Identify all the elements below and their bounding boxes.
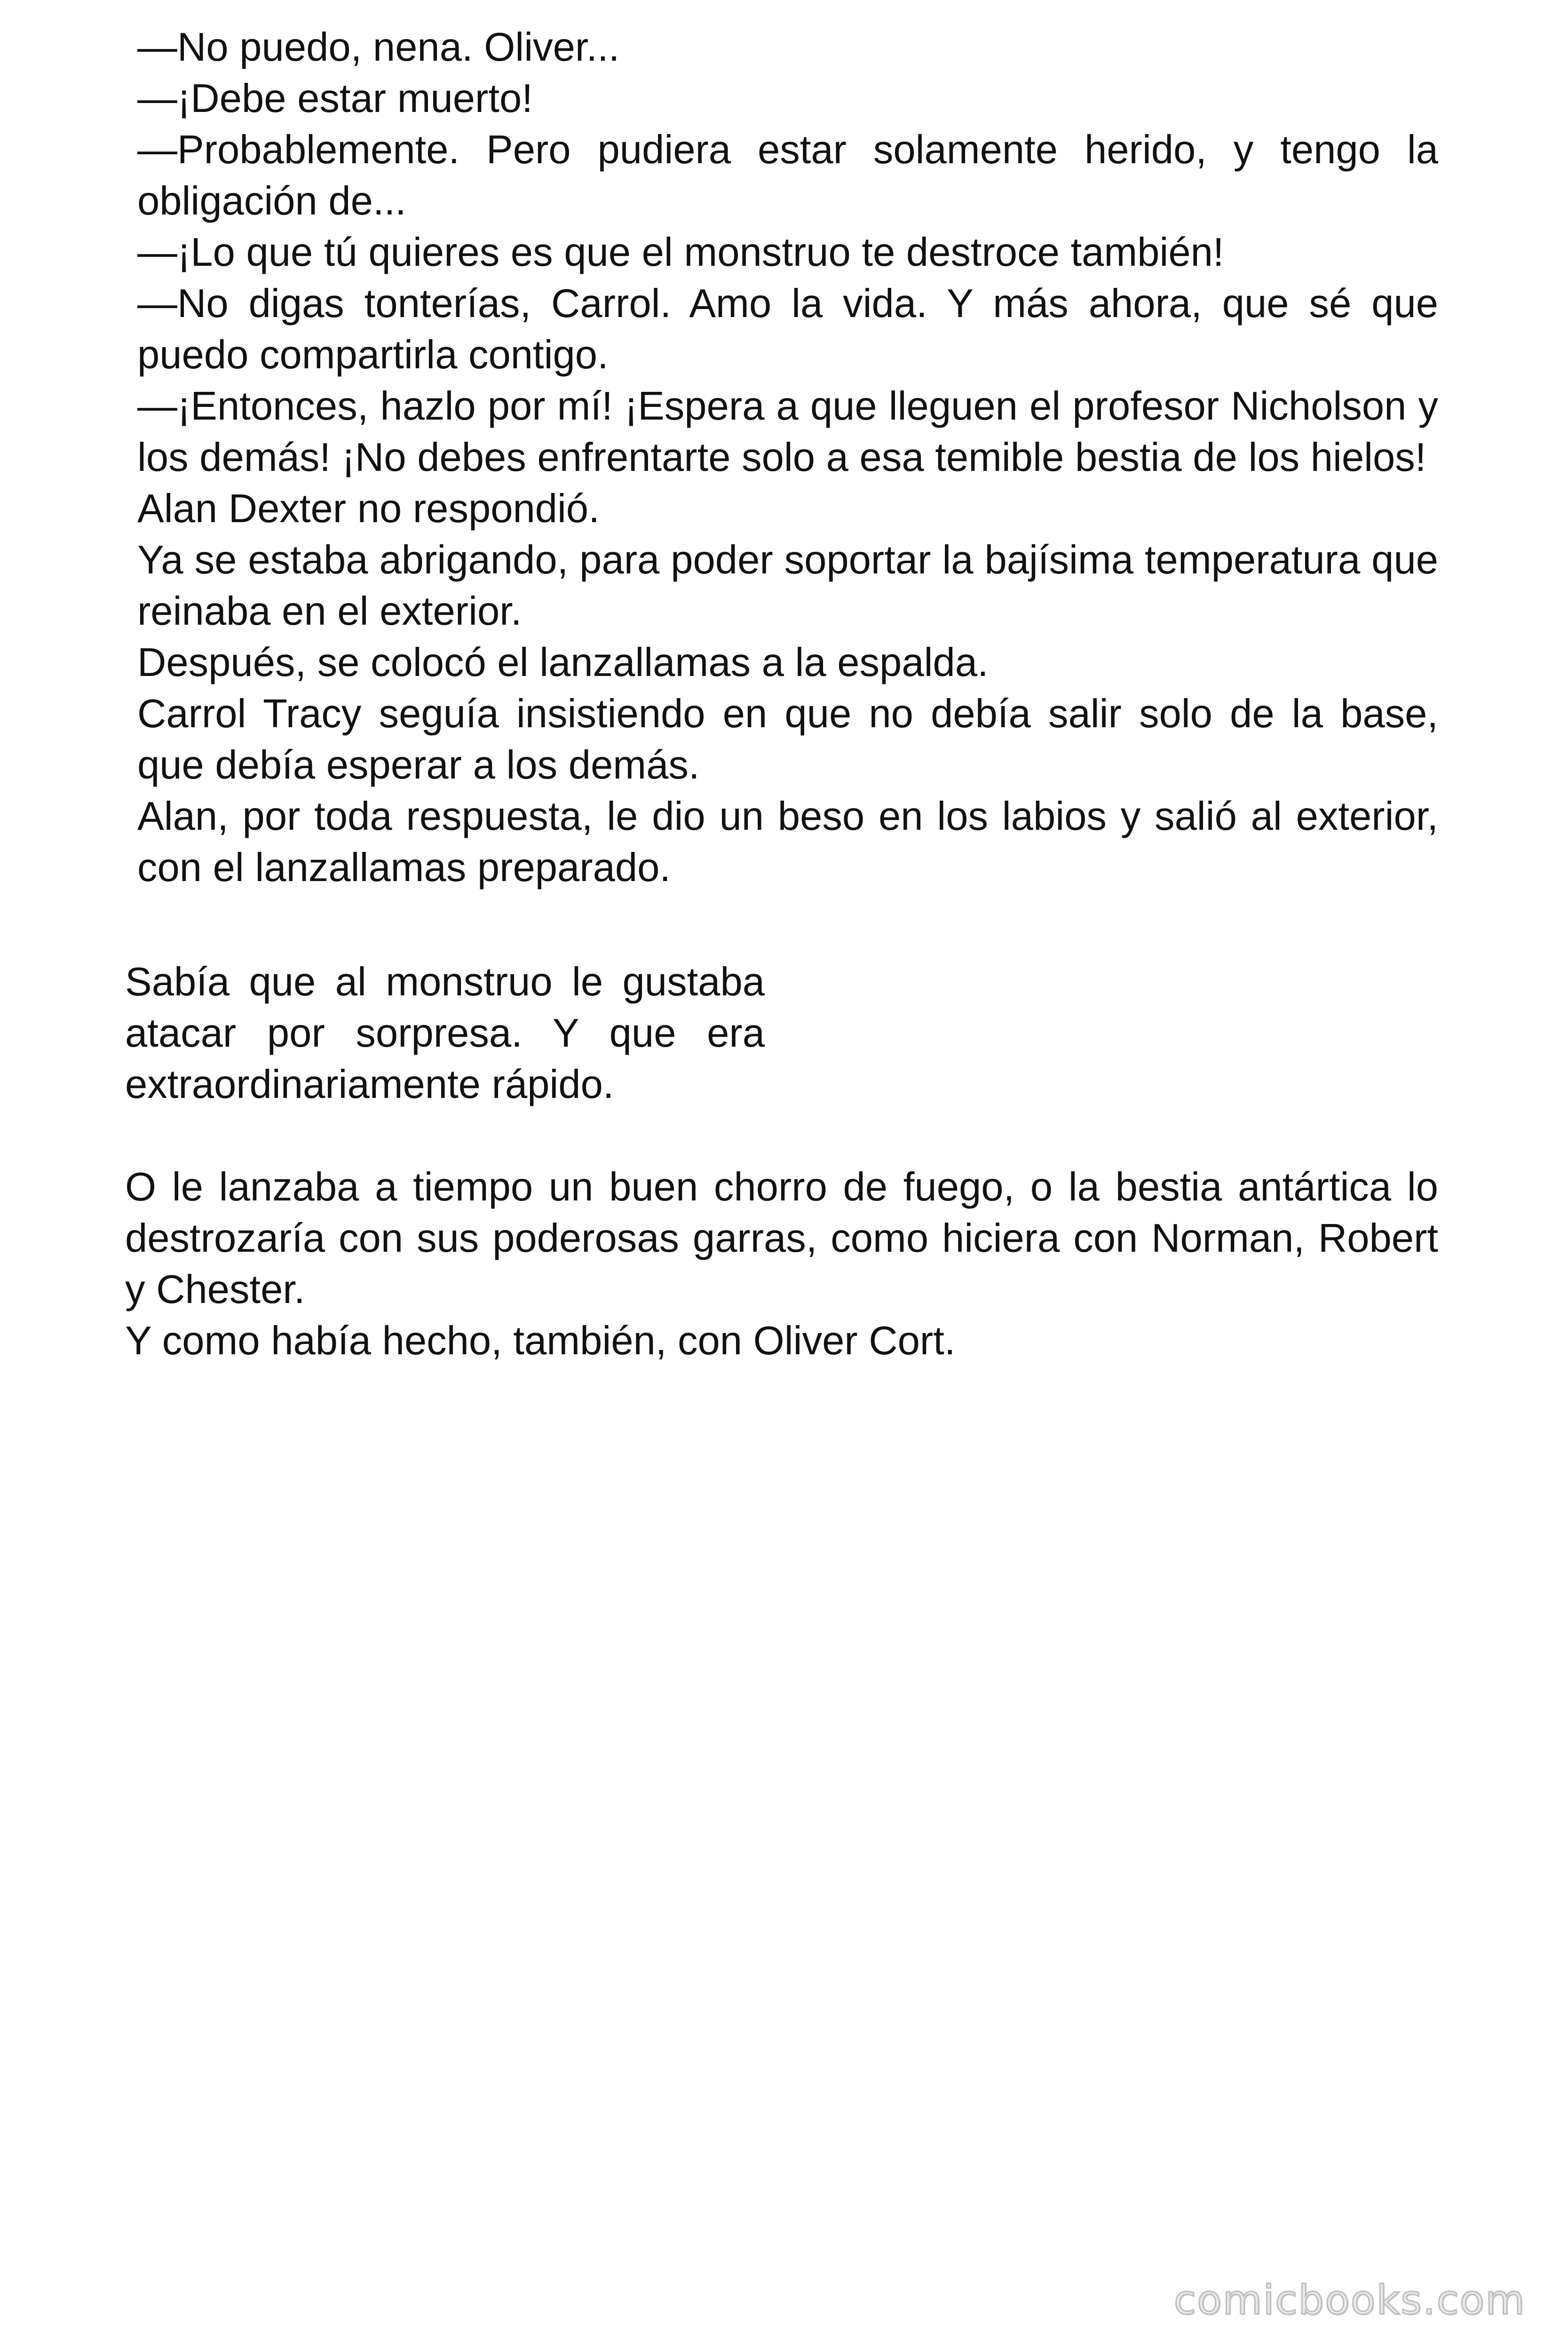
- paragraph-3: —Probablemente. Pero pudiera estar solamente herido, y tengo la obligación de...: [137, 127, 1438, 223]
- narrow-text-block: [125, 956, 765, 1110]
- bottom-text-block: [125, 1161, 1438, 1367]
- paragraph-4: —¡Lo que tú quieres es que el monstruo te destroce también!: [137, 230, 1224, 275]
- paragraph-6: —¡Entonces, hazlo por mí! ¡Espera a que lleguen el profesor Nicholson y los demás! ¡No debes enfrentarte solo a esa temible bestia de los hielos!: [137, 384, 1438, 480]
- main-text-block: [137, 22, 1438, 893]
- paragraph-8: Ya se estaba abrigando, para poder soportar la bajísima temperatura que reinaba en el exterior.: [137, 538, 1438, 634]
- paragraph-1: —No puedo, nena. Oliver...: [137, 25, 620, 70]
- paragraph-narrow: Sabía que al monstruo le gustaba atacar por sorpresa. Y que era extraordinariamente rápido.: [125, 960, 765, 1107]
- paragraph-7: Alan Dexter no respondió.: [137, 486, 600, 531]
- watermark: comicbooks.com: [1173, 2277, 1526, 2324]
- paragraph-10: Carrol Tracy seguía insistiendo en que no debía salir solo de la base, que debía esperar a los demás.: [137, 691, 1438, 787]
- paragraph-5: —No digas tonterías, Carrol. Amo la vida. Y más ahora, que sé que puedo compartirla contigo.: [137, 281, 1438, 377]
- paragraph-13: Y como había hecho, también, con Oliver Cort.: [125, 1319, 956, 1363]
- paragraph-2: —¡Debe estar muerto!: [137, 76, 533, 121]
- paragraph-11: Alan, por toda respuesta, le dio un beso en los labios y salió al exterior, con el lanzallamas preparado.: [137, 794, 1438, 890]
- paragraph-12: O le lanzaba a tiempo un buen chorro de fuego, o la bestia antártica lo destrozaría con sus poderosas garras, como hiciera con Norman, Robert y Chester.: [125, 1165, 1438, 1312]
- paragraph-9: Después, se colocó el lanzallamas a la espalda.: [137, 640, 989, 685]
